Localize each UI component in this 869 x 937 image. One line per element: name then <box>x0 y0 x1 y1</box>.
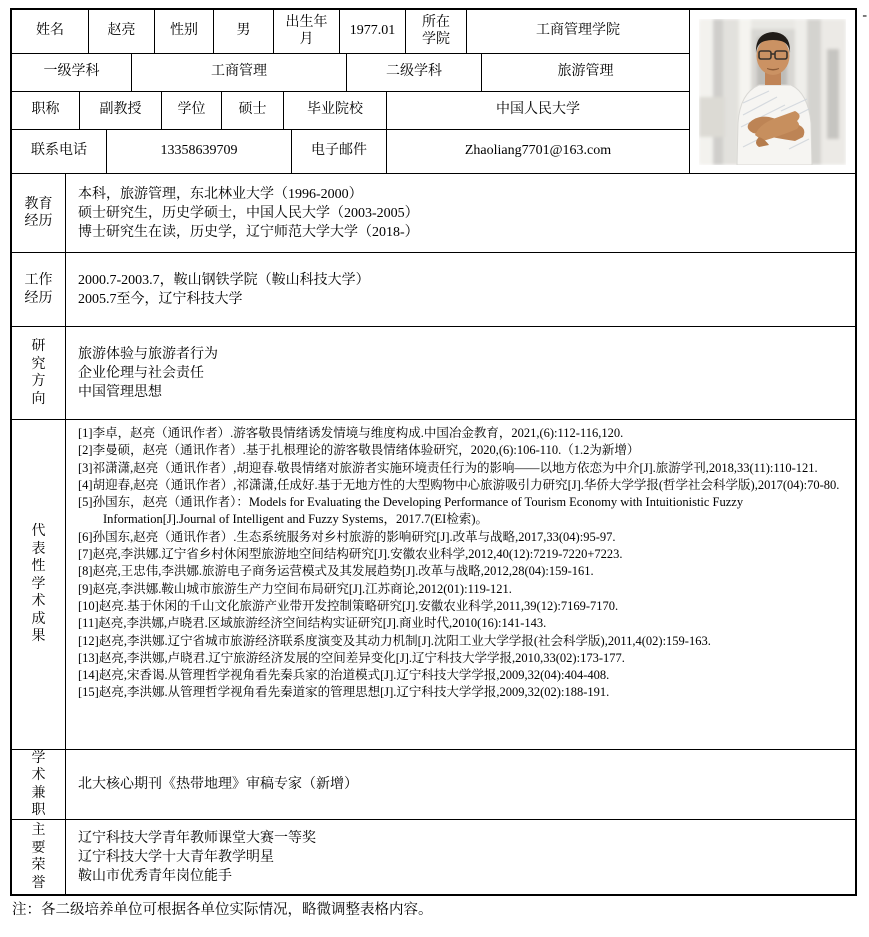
publication-item: [6]孙国东,赵亮（通讯作者）.生态系统服务对乡村旅游的影响研究[J].改革与战略,2017,33(04):95-97. <box>78 529 616 544</box>
research-line: 中国管理思想 <box>78 384 162 400</box>
phone-value: 13358639709 <box>107 130 292 173</box>
title-value: 副教授 <box>80 92 162 129</box>
college-label-text: 所在学院 <box>422 15 450 47</box>
first-discipline-label: 一级学科 <box>12 54 132 91</box>
name-value: 赵亮 <box>89 10 155 53</box>
first-discipline-value: 工商管理 <box>132 54 347 91</box>
research-label <box>12 327 66 419</box>
education-label-text: 教育经历 <box>24 196 53 229</box>
row-title-degree <box>12 92 690 130</box>
publication-item: [11]赵亮,李洪娜,卢晓君.区域旅游经济空间结构实证研究[J].商业时代,2010(16):141-143. <box>78 616 547 631</box>
gender-label: 性别 <box>155 10 214 53</box>
email-value: Zhaoliang7701@163.com <box>387 130 690 173</box>
footnote: 注：各二级培养单位可根据各单位实际情况，略微调整表格内容。 <box>12 902 433 918</box>
publication-item: [5]孙国东，赵亮（通讯作者）：Models for Evaluating the Developing Performance of Tourism Economy with Intuitionistic Fuzzy Information[J].Journal of Intelligent and Fuzzy Systems，2017.7(EI检索)。 <box>78 495 744 527</box>
birth-label <box>274 10 340 53</box>
name-label: 姓名 <box>12 10 89 53</box>
publication-item: [9]赵亮,李洪娜.鞍山城市旅游生产力空间布局研究[J].江苏商论,2012(01):119-121. <box>78 581 512 596</box>
research-line: 企业伦理与社会责任 <box>78 365 204 381</box>
work-content <box>66 253 855 326</box>
publication-item: [12]赵亮,李洪娜.辽宁省城市旅游经济联系度演变及其动力机制[J].沈阳工业大学学报(社会科学版),2011,4(02):159-163. <box>78 633 711 648</box>
publication-item: [4]胡迎春,赵亮（通讯作者）,祁潇潇,任成好.基于无地方性的大型购物中心旅游吸引力研究[J].华侨大学学报(哲学社会科学版),2017(04):70-80. <box>78 477 840 492</box>
publication-item: [15]赵亮,李洪娜.从管理哲学视角看先秦道家的管理思想[J].辽宁科技大学学报,2009,32(02):188-191. <box>78 685 610 700</box>
work-line: 2000.7-2003.7，鞍山钢铁学院（鞍山科技大学） <box>78 272 370 288</box>
row-contact <box>12 130 690 174</box>
work-label-text: 工作经历 <box>24 273 53 306</box>
section-publications <box>12 420 855 750</box>
research-content <box>66 327 855 419</box>
phone-label: 联系电话 <box>12 130 107 173</box>
research-label-text: 研究方向 <box>31 339 46 407</box>
cv-table <box>10 8 857 896</box>
row-disciplines <box>12 54 690 92</box>
section-academic-service <box>12 750 855 820</box>
birth-label-text: 出生年月 <box>285 15 328 47</box>
publication-item: [8]赵亮,王忠伟,李洪娜.旅游电子商务运营模式及其发展趋势[J].改革与战略,2012,28(04):159-161. <box>78 564 594 579</box>
degree-label: 学位 <box>162 92 222 129</box>
section-work <box>12 253 855 327</box>
academic-service-line: 北大核心期刊《热带地理》审稿专家（新增） <box>78 777 358 792</box>
honors-line: 辽宁科技大学青年教师课堂大赛一等奖 <box>78 830 316 846</box>
section-research <box>12 327 855 420</box>
section-honors <box>12 820 855 894</box>
education-line: 硕士研究生，历史学硕士，中国人民大学（2003-2005） <box>78 205 419 221</box>
college-label <box>406 10 467 53</box>
education-content <box>66 174 855 252</box>
honors-line: 鞍山市优秀青年岗位能手 <box>78 868 232 884</box>
work-label <box>12 253 66 326</box>
publications-label <box>12 420 66 749</box>
row-basic <box>12 10 690 54</box>
publication-item: [3]祁潇潇,赵亮（通讯作者）,胡迎春.敬畏情绪对旅游者实施环境责任行为的影响——以地方依恋为中介[J].旅游学刊,2018,33(11):110-121. <box>78 460 818 475</box>
honors-line: 辽宁科技大学十大青年教学明星 <box>78 849 274 865</box>
second-discipline-value: 旅游管理 <box>482 54 690 91</box>
academic-service-label-text: 学术兼职 <box>31 750 46 818</box>
portrait-photo <box>699 19 846 165</box>
publication-item: [7]赵亮,李洪娜.辽宁省乡村休闲型旅游地空间结构研究[J].安徽农业科学,2012,40(12):7219-7220+7223. <box>78 547 623 562</box>
section-education <box>12 174 855 253</box>
publication-item: [13]赵亮,李洪娜,卢晓君.辽宁旅游经济发展的空间差异变化[J].辽宁科技大学学报,2010,33(02):173-177. <box>78 650 625 665</box>
graduate-school-label: 毕业院校 <box>284 92 387 129</box>
degree-value: 硕士 <box>222 92 284 129</box>
publications-label-text: 代表性学术成果 <box>31 524 46 645</box>
personal-info-section <box>12 10 855 174</box>
publication-item: [1]李卓，赵亮（通讯作者）.游客敬畏情绪诱发情境与维度构成.中国冶金教育，2021,(6):112-116,120. <box>78 426 624 440</box>
honors-label-text: 主要荣誉 <box>31 823 46 891</box>
graduate-school-value: 中国人民大学 <box>387 92 690 129</box>
honors-label <box>12 820 66 894</box>
corner-mark: - <box>862 8 867 23</box>
gender-value: 男 <box>214 10 274 53</box>
personal-info-grid <box>12 10 690 174</box>
education-line: 博士研究生在读，历史学，辽宁师范大学大学（2018-） <box>78 224 419 240</box>
education-label <box>12 174 66 252</box>
college-value: 工商管理学院 <box>467 10 690 53</box>
photo-cell <box>690 10 855 174</box>
research-line: 旅游体验与旅游者行为 <box>78 346 218 362</box>
academic-service-content <box>66 750 855 819</box>
second-discipline-label: 二级学科 <box>347 54 482 91</box>
birth-value: 1977.01 <box>340 10 406 53</box>
honors-content <box>66 820 855 894</box>
email-label: 电子邮件 <box>292 130 387 173</box>
publication-item: [14]赵亮,宋香谒.从管理哲学视角看先秦兵家的治道模式[J].辽宁科技大学学报,2009,32(04):404-408. <box>78 668 610 683</box>
work-line: 2005.7至今，辽宁科技大学 <box>78 291 243 307</box>
education-line: 本科，旅游管理，东北林业大学（1996-2000） <box>78 186 363 202</box>
title-label: 职称 <box>12 92 80 129</box>
academic-service-label <box>12 750 66 819</box>
publication-item: [2]李曼硕，赵亮（通讯作者）.基于扎根理论的游客敬畏情绪体验研究，2020,(6):106-110.（1.2为新增） <box>78 443 640 458</box>
publications-content <box>66 420 855 749</box>
publication-item: [10]赵亮.基于休闲的千山文化旅游产业带开发控制策略研究[J].安徽农业科学,2011,39(12):7169-7170. <box>78 598 619 613</box>
